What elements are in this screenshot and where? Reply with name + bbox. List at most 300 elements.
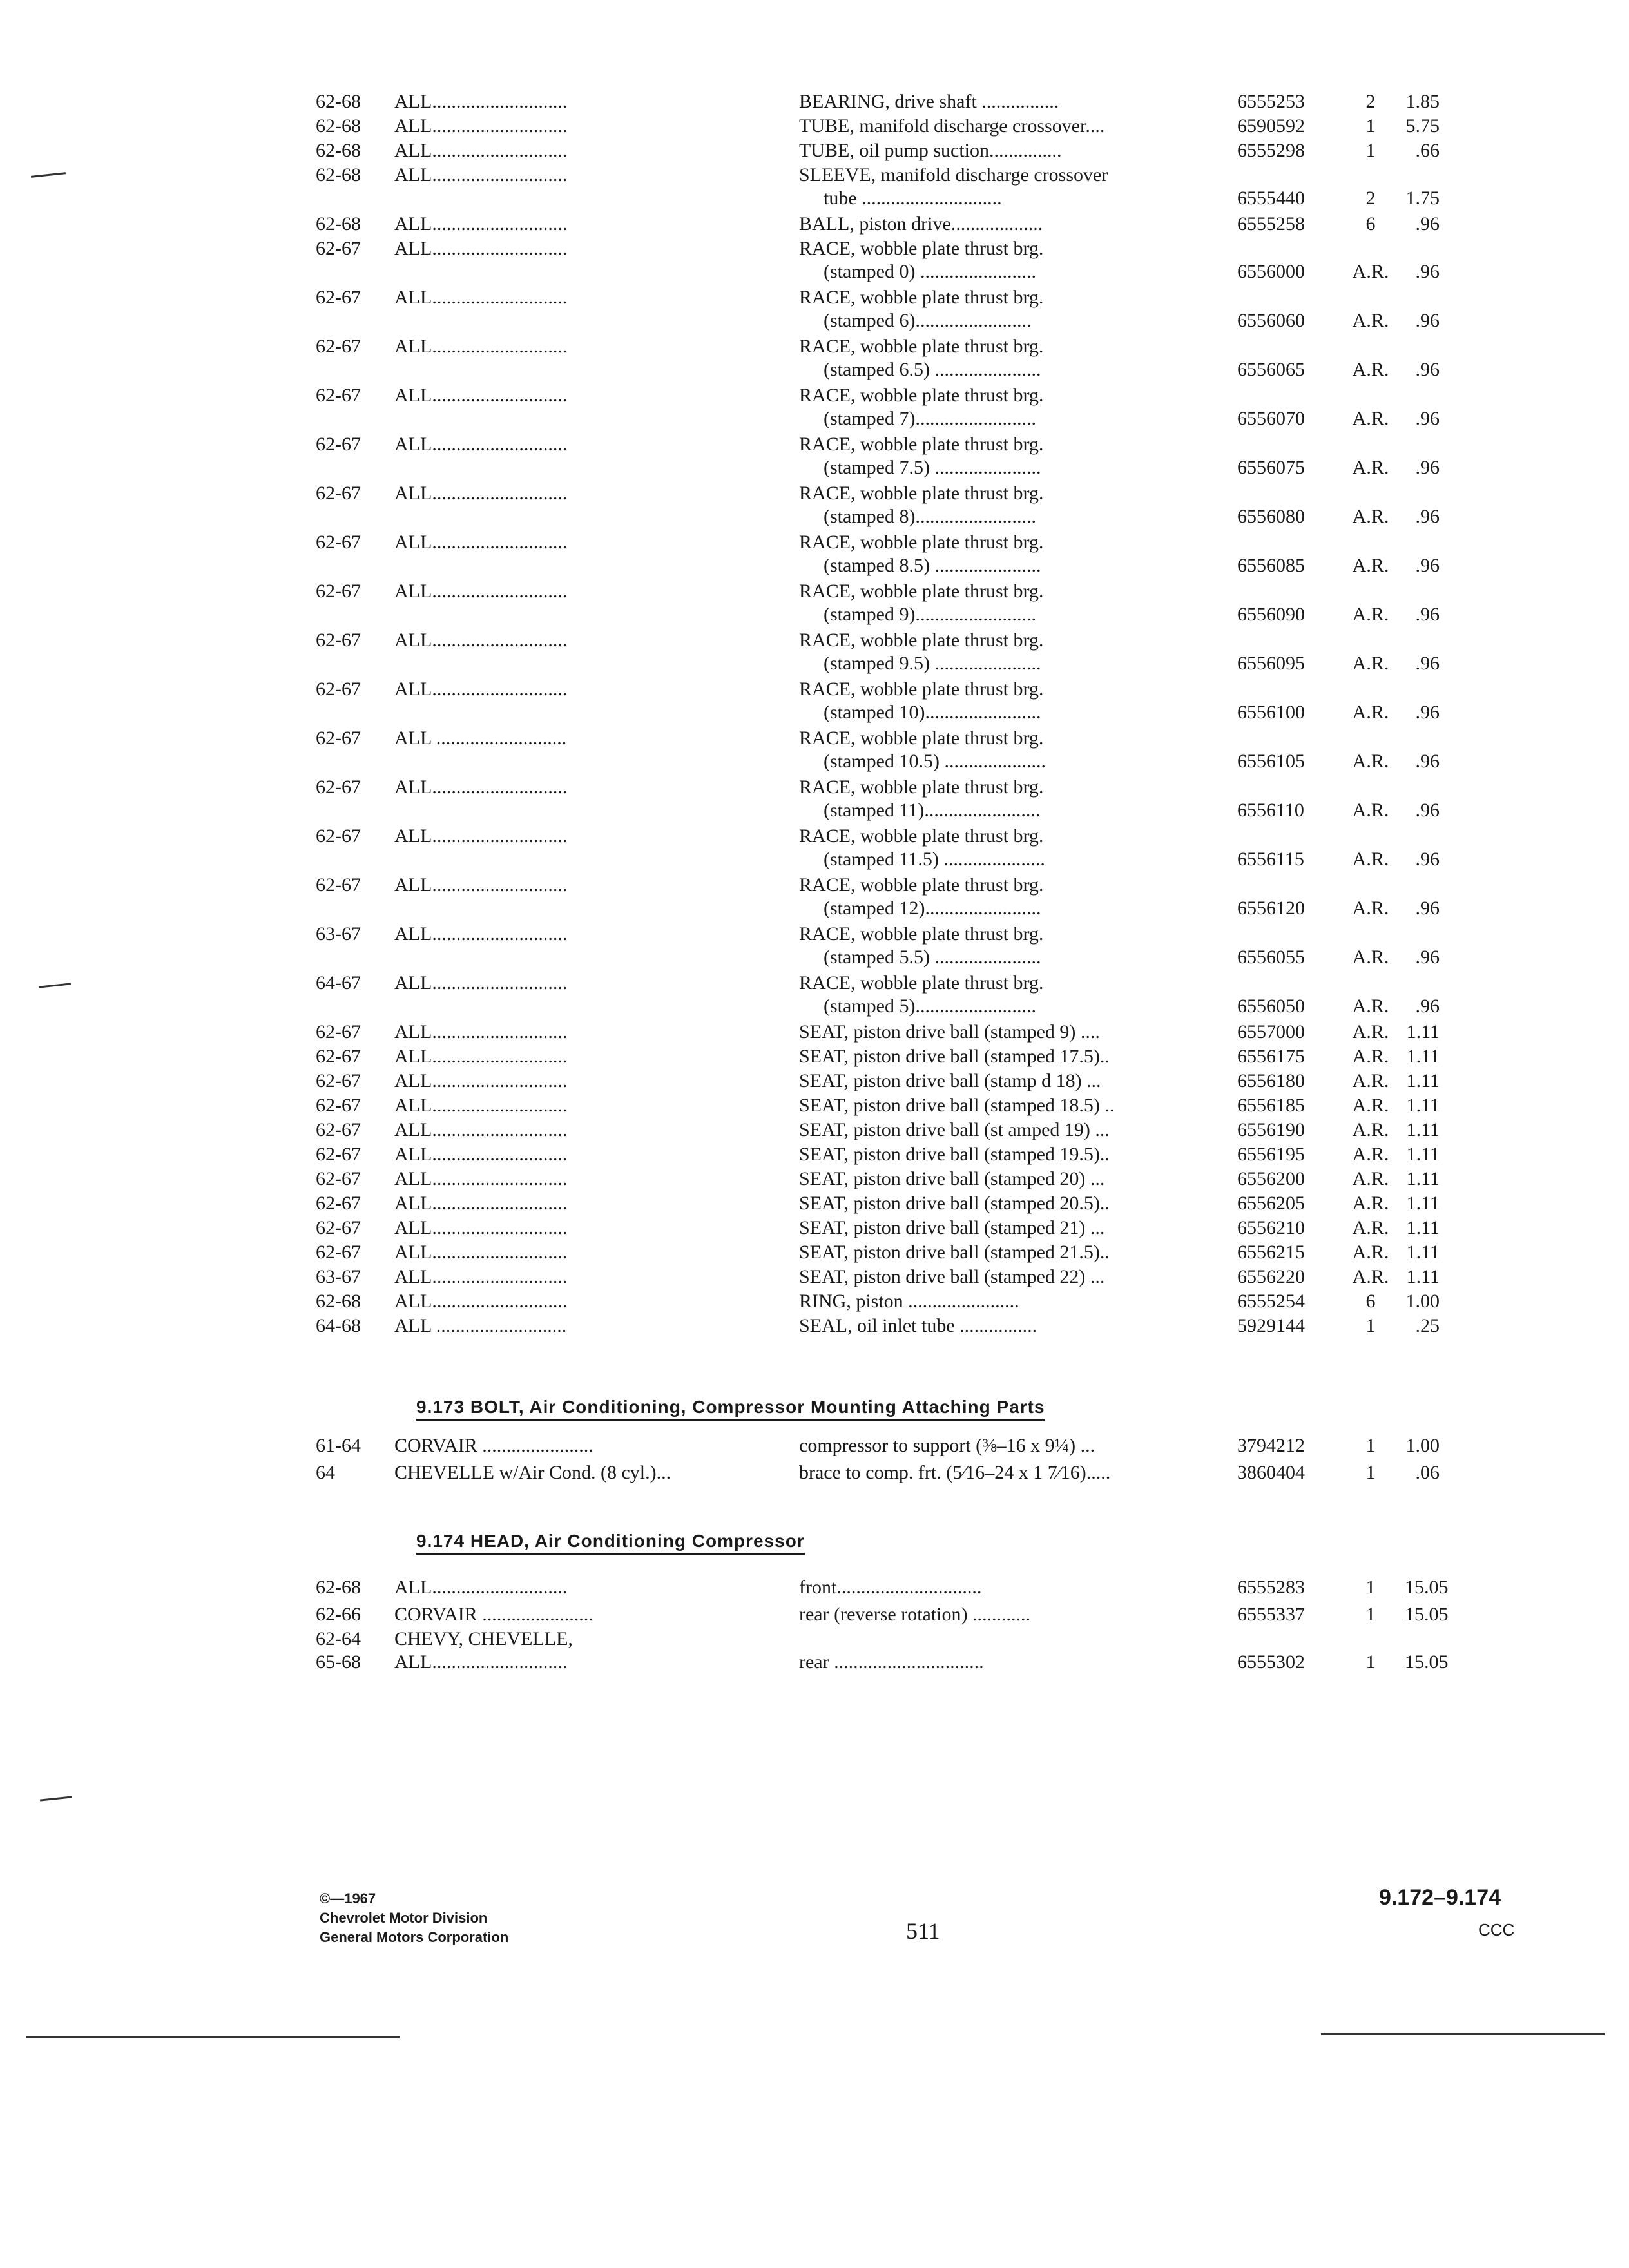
price: .96	[1415, 457, 1440, 478]
part-number: 6556100	[1237, 702, 1305, 723]
description	[799, 213, 1224, 236]
year-range: 62-67	[316, 825, 361, 847]
table-row	[0, 972, 1629, 1021]
part-number: 6556075	[1237, 457, 1305, 478]
price: .96	[1415, 213, 1440, 235]
description	[799, 1192, 1224, 1215]
table-row	[0, 139, 1629, 165]
part-number: 6556220	[1237, 1266, 1305, 1287]
year-range: 62-67	[316, 1119, 361, 1140]
table-row	[0, 1603, 1629, 1629]
table-row	[0, 1290, 1629, 1316]
description	[799, 1045, 1224, 1068]
description-line: (stamped 0) ........................	[824, 261, 1036, 282]
description	[799, 727, 1224, 773]
description-line: (stamped 5).........................	[824, 995, 1036, 1017]
year-range: 62-67	[316, 1021, 361, 1043]
quantity: 2	[1365, 91, 1376, 112]
table-row	[0, 580, 1629, 629]
description	[799, 286, 1224, 332]
part-number: 6555254	[1237, 1291, 1305, 1312]
part-number: 6555302	[1237, 1651, 1305, 1673]
description	[799, 139, 1224, 162]
model: CORVAIR .......................	[394, 1604, 593, 1625]
description-line: SEAT, piston drive ball (stamp d 18) ...	[799, 1070, 1101, 1091]
year-range: 62-67	[316, 336, 361, 357]
description	[799, 629, 1224, 675]
description-line: RACE, wobble plate thrust brg.	[799, 434, 1044, 455]
description	[799, 384, 1224, 430]
description	[799, 1216, 1224, 1240]
price: 1.11	[1406, 1266, 1440, 1287]
description-line: RACE, wobble plate thrust brg.	[799, 629, 1044, 651]
year-range: 64-67	[316, 972, 361, 994]
model: ALL............................	[394, 213, 568, 235]
description-line: BALL, piston drive...................	[799, 213, 1043, 235]
price: 15.05	[1405, 1651, 1449, 1673]
description	[799, 1603, 1224, 1626]
part-number: 6556110	[1237, 800, 1304, 821]
description	[799, 1314, 1224, 1338]
description-line: RACE, wobble plate thrust brg.	[799, 385, 1044, 406]
description-line: RACE, wobble plate thrust brg.	[799, 336, 1044, 357]
price: 15.05	[1405, 1577, 1449, 1598]
year-range: 61-64	[316, 1435, 361, 1456]
quantity: A.R.	[1352, 506, 1389, 527]
price: .96	[1415, 408, 1440, 429]
description-line: SEAT, piston drive ball (stamped 21) ...	[799, 1217, 1105, 1238]
model: CHEVELLE w/Air Cond. (8 cyl.)...	[394, 1462, 671, 1483]
section-9-173-title: 9.173 BOLT, Air Conditioning, Compressor Mounting Attaching Parts	[416, 1397, 1045, 1421]
price: 1.11	[1406, 1193, 1440, 1214]
model: ALL............................	[394, 336, 568, 357]
price: .25	[1415, 1315, 1440, 1336]
part-number: 6556190	[1237, 1119, 1305, 1140]
year-range: 62-68	[316, 164, 361, 186]
price: 1.85	[1405, 91, 1440, 112]
price: .96	[1415, 653, 1440, 674]
model: ALL............................	[394, 1144, 568, 1165]
description	[799, 115, 1224, 138]
table-row	[0, 1192, 1629, 1218]
quantity: A.R.	[1352, 1242, 1389, 1263]
part-number: 3860404	[1237, 1462, 1305, 1483]
description-line: RACE, wobble plate thrust brg.	[799, 874, 1044, 896]
part-number: 6556050	[1237, 995, 1305, 1017]
price: .96	[1415, 898, 1440, 919]
description-line: RACE, wobble plate thrust brg.	[799, 678, 1044, 700]
table-row	[0, 213, 1629, 238]
price: .96	[1415, 800, 1440, 821]
model: ALL............................	[394, 1651, 568, 1673]
price: .96	[1415, 947, 1440, 968]
part-number: 6556095	[1237, 653, 1305, 674]
table-row	[0, 335, 1629, 384]
description-line: BEARING, drive shaft ................	[799, 91, 1059, 112]
table-row	[0, 1094, 1629, 1120]
table-row	[0, 482, 1629, 531]
year-range: 62-67	[316, 874, 361, 896]
table-row	[0, 629, 1629, 678]
price: .96	[1415, 310, 1440, 331]
price: 1.11	[1406, 1217, 1440, 1238]
year-range: 62-67	[316, 1144, 361, 1165]
description	[799, 776, 1224, 822]
description-line: tube .............................	[824, 187, 1002, 209]
model: ALL............................	[394, 1193, 568, 1214]
description	[799, 237, 1224, 284]
year-range: 62-68	[316, 115, 361, 137]
description-line: SEAT, piston drive ball (stamped 18.5) ..	[799, 1095, 1115, 1116]
part-number: 6556070	[1237, 408, 1305, 429]
year-range: 62-68	[316, 140, 361, 161]
part-number: 6555298	[1237, 140, 1305, 161]
quantity: A.R.	[1352, 800, 1389, 821]
part-number: 6556120	[1237, 898, 1305, 919]
quantity: A.R.	[1352, 1119, 1389, 1140]
model: ALL............................	[394, 1577, 568, 1598]
part-number: 6590592	[1237, 115, 1305, 137]
price: 1.11	[1406, 1021, 1440, 1043]
description	[799, 1094, 1224, 1117]
quantity: A.R.	[1352, 1193, 1389, 1214]
price: .96	[1415, 261, 1440, 282]
year-range: 62-67	[316, 776, 361, 798]
part-number: 6556175	[1237, 1046, 1305, 1067]
description-line: compressor to support (⅜–16 x 9¼) ...	[799, 1435, 1095, 1456]
model: ALL............................	[394, 1291, 568, 1312]
year-range: 63-67	[316, 1266, 361, 1287]
description-line: TUBE, manifold discharge crossover....	[799, 115, 1105, 137]
table-row	[0, 115, 1629, 140]
description-line: front..............................	[799, 1577, 982, 1598]
price: 5.75	[1405, 115, 1440, 137]
model: ALL............................	[394, 874, 568, 896]
model: ALL............................	[394, 1021, 568, 1043]
table-row	[0, 825, 1629, 874]
description-line: (stamped 6.5) ......................	[824, 359, 1041, 380]
description	[799, 531, 1224, 577]
model: ALL............................	[394, 115, 568, 137]
model: ALL............................	[394, 581, 568, 602]
model: ALL............................	[394, 629, 568, 651]
description-line: (stamped 9.5) ......................	[824, 653, 1041, 674]
description-line: rear ...............................	[799, 1651, 984, 1673]
part-number: 6556055	[1237, 947, 1305, 968]
table-row	[0, 1265, 1629, 1291]
quantity: A.R.	[1352, 310, 1389, 331]
part-number: 6555337	[1237, 1604, 1305, 1625]
table-row	[0, 1070, 1629, 1095]
table-row	[0, 286, 1629, 335]
table-row	[0, 1628, 1629, 1653]
description	[799, 972, 1224, 1018]
description-line: brace to comp. frt. (5⁄16–24 x 1 7⁄16).....	[799, 1462, 1111, 1483]
year-range: 62-68	[316, 1577, 361, 1598]
model: ALL............................	[394, 972, 568, 994]
description-line: (stamped 11)........................	[824, 800, 1041, 821]
table-row	[0, 1651, 1629, 1677]
description	[799, 1021, 1224, 1044]
description-line: SEAT, piston drive ball (stamped 22) ...	[799, 1266, 1105, 1287]
part-number: 6556205	[1237, 1193, 1305, 1214]
description	[799, 1168, 1224, 1191]
description	[799, 1576, 1224, 1599]
model: ALL............................	[394, 1242, 568, 1263]
margin-mark	[40, 1796, 72, 1801]
description	[799, 1434, 1224, 1457]
quantity: A.R.	[1352, 261, 1389, 282]
part-number: 6557000	[1237, 1021, 1305, 1043]
description	[799, 1143, 1224, 1166]
model: ALL............................	[394, 91, 568, 112]
model: ALL............................	[394, 434, 568, 455]
part-number: 6556195	[1237, 1144, 1305, 1165]
catalog-code: CCC	[1478, 1920, 1515, 1939]
description-line: SEAT, piston drive ball (stamped 21.5)..	[799, 1242, 1110, 1263]
price: 1.11	[1406, 1144, 1440, 1165]
group-range: 9.172–9.174	[1379, 1885, 1501, 1910]
price: 1.75	[1405, 187, 1440, 209]
model: ALL............................	[394, 923, 568, 945]
table-row	[0, 164, 1629, 213]
description	[799, 335, 1224, 381]
model: ALL............................	[394, 678, 568, 700]
model: ALL............................	[394, 483, 568, 504]
quantity: 1	[1365, 1315, 1376, 1336]
description	[799, 825, 1224, 871]
description	[799, 1265, 1224, 1289]
part-number: 6556090	[1237, 604, 1305, 625]
year-range: 62-67	[316, 238, 361, 259]
year-range: 62-67	[316, 581, 361, 602]
quantity: 1	[1365, 1435, 1376, 1456]
table-row	[0, 1045, 1629, 1071]
price: .06	[1415, 1462, 1440, 1483]
description	[799, 90, 1224, 113]
description-line: SEAL, oil inlet tube ................	[799, 1315, 1037, 1336]
quantity: A.R.	[1352, 359, 1389, 380]
description-line: RACE, wobble plate thrust brg.	[799, 581, 1044, 602]
description-line: RACE, wobble plate thrust brg.	[799, 287, 1044, 308]
table-row	[0, 237, 1629, 286]
description-line: SEAT, piston drive ball (stamped 9) ....	[799, 1021, 1100, 1043]
part-number: 6556180	[1237, 1070, 1305, 1091]
table-row	[0, 1021, 1629, 1046]
price: .96	[1415, 849, 1440, 870]
part-number: 6555440	[1237, 187, 1305, 209]
quantity: A.R.	[1352, 457, 1389, 478]
table-row	[0, 1168, 1629, 1193]
price: .96	[1415, 995, 1440, 1017]
description-line: (stamped 11.5) .....................	[824, 849, 1045, 870]
table-row	[0, 776, 1629, 825]
year-range: 62-67	[316, 1168, 361, 1189]
part-number: 6556185	[1237, 1095, 1305, 1116]
model: ALL............................	[394, 532, 568, 553]
table-row	[0, 1314, 1629, 1340]
price: 1.11	[1406, 1095, 1440, 1116]
year-range: 62-67	[316, 1217, 361, 1238]
description	[799, 1119, 1224, 1142]
description-line: (stamped 10)........................	[824, 702, 1041, 723]
description-line: SLEEVE, manifold discharge crossover	[799, 164, 1108, 186]
section-9-174-title: 9.174 HEAD, Air Conditioning Compressor	[416, 1531, 805, 1555]
description-line: RACE, wobble plate thrust brg.	[799, 923, 1044, 945]
part-number: 6556080	[1237, 506, 1305, 527]
description-line: (stamped 5.5) ......................	[824, 947, 1041, 968]
description-line: rear (reverse rotation) ............	[799, 1604, 1031, 1625]
part-number: 6556115	[1237, 849, 1304, 870]
quantity: A.R.	[1352, 751, 1389, 772]
model: CORVAIR .......................	[394, 1435, 593, 1456]
model: CHEVY, CHEVELLE,	[394, 1628, 573, 1649]
year-range: 62-67	[316, 385, 361, 406]
model: ALL............................	[394, 776, 568, 798]
table-row	[0, 1434, 1629, 1460]
price: 1.11	[1406, 1046, 1440, 1067]
quantity: 2	[1365, 187, 1376, 209]
part-number: 6556200	[1237, 1168, 1305, 1189]
description-line: (stamped 8.5) ......................	[824, 555, 1041, 576]
year-range: 64-68	[316, 1315, 361, 1336]
model: ALL............................	[394, 1217, 568, 1238]
description-line: SEAT, piston drive ball (stamped 20) ...	[799, 1168, 1105, 1189]
table-row	[0, 1216, 1629, 1242]
year-range: 62-67	[316, 1095, 361, 1116]
description	[799, 1290, 1224, 1313]
page-number: 511	[906, 1918, 940, 1944]
year-range: 62-67	[316, 727, 361, 749]
description	[799, 1461, 1224, 1485]
quantity: A.R.	[1352, 1070, 1389, 1091]
description-line: RING, piston .......................	[799, 1291, 1019, 1312]
quantity: A.R.	[1352, 947, 1389, 968]
description	[799, 874, 1224, 920]
model: ALL............................	[394, 1046, 568, 1067]
quantity: 6	[1365, 1291, 1376, 1312]
description	[799, 923, 1224, 969]
year-range: 63-67	[316, 923, 361, 945]
quantity: 1	[1365, 1462, 1376, 1483]
price: .96	[1415, 506, 1440, 527]
quantity: A.R.	[1352, 1144, 1389, 1165]
year-range: 62-67	[316, 1242, 361, 1263]
description-line: (stamped 8).........................	[824, 506, 1036, 527]
description	[799, 433, 1224, 479]
description-line: (stamped 12)........................	[824, 898, 1041, 919]
year-range: 62-67	[316, 1046, 361, 1067]
price: .96	[1415, 751, 1440, 772]
description	[799, 678, 1224, 724]
description-line: (stamped 9).........................	[824, 604, 1036, 625]
year-range: 62-68	[316, 91, 361, 112]
table-row	[0, 90, 1629, 116]
description-line: SEAT, piston drive ball (stamped 19.5)..	[799, 1144, 1110, 1165]
quantity: 1	[1365, 1651, 1376, 1673]
price: 1.11	[1406, 1242, 1440, 1263]
price: 1.11	[1406, 1168, 1440, 1189]
table-row	[0, 923, 1629, 972]
quantity: A.R.	[1352, 849, 1389, 870]
copyright-line: ©—1967	[320, 1890, 376, 1907]
quantity: A.R.	[1352, 1168, 1389, 1189]
price: 1.11	[1406, 1070, 1440, 1091]
year-range: 62-68	[316, 1291, 361, 1312]
part-number: 6555283	[1237, 1577, 1305, 1598]
description-line: RACE, wobble plate thrust brg.	[799, 532, 1044, 553]
part-number: 6556215	[1237, 1242, 1305, 1263]
quantity: A.R.	[1352, 555, 1389, 576]
price: 15.05	[1405, 1604, 1449, 1625]
table-row	[0, 1461, 1629, 1487]
table-row	[0, 1241, 1629, 1267]
price: .96	[1415, 702, 1440, 723]
description	[799, 1241, 1224, 1264]
price: .96	[1415, 555, 1440, 576]
part-number: 6555253	[1237, 91, 1305, 112]
description	[799, 580, 1224, 626]
year-range: 62-67	[316, 629, 361, 651]
corporation-line: General Motors Corporation	[320, 1929, 509, 1945]
quantity: A.R.	[1352, 1095, 1389, 1116]
table-row	[0, 1576, 1629, 1602]
model: ALL............................	[394, 287, 568, 308]
description-line: (stamped 6)........................	[824, 310, 1032, 331]
description-line: RACE, wobble plate thrust brg.	[799, 727, 1044, 749]
description	[799, 1070, 1224, 1093]
price: 1.00	[1405, 1291, 1440, 1312]
year-range: 62-67	[316, 1193, 361, 1214]
description	[799, 1651, 1224, 1674]
footer-publisher	[320, 1889, 508, 1947]
bottom-rule-right	[1321, 2033, 1605, 2035]
description-line: (stamped 7.5) ......................	[824, 457, 1041, 478]
description	[799, 164, 1224, 210]
description-line: TUBE, oil pump suction...............	[799, 140, 1062, 161]
model: ALL............................	[394, 1266, 568, 1287]
description-line: SEAT, piston drive ball (st amped 19) ...	[799, 1119, 1110, 1140]
part-number: 6556000	[1237, 261, 1305, 282]
year-range: 62-67	[316, 678, 361, 700]
description-line: RACE, wobble plate thrust brg.	[799, 238, 1044, 259]
part-number: 6555258	[1237, 213, 1305, 235]
model: ALL............................	[394, 825, 568, 847]
part-number: 6556105	[1237, 751, 1305, 772]
quantity: A.R.	[1352, 1217, 1389, 1238]
quantity: A.R.	[1352, 995, 1389, 1017]
table-row	[0, 531, 1629, 580]
model: ALL ...........................	[394, 1315, 567, 1336]
price: 1.11	[1406, 1119, 1440, 1140]
description-line: RACE, wobble plate thrust brg.	[799, 972, 1044, 994]
description-line: RACE, wobble plate thrust brg.	[799, 825, 1044, 847]
description	[799, 482, 1224, 528]
bottom-rule-left	[26, 2036, 400, 2038]
part-number: 6556060	[1237, 310, 1305, 331]
model: ALL............................	[394, 1119, 568, 1140]
year-range: 62-66	[316, 1604, 361, 1625]
description-line: RACE, wobble plate thrust brg.	[799, 776, 1044, 798]
model: ALL............................	[394, 385, 568, 406]
model: ALL............................	[394, 140, 568, 161]
description-line: (stamped 10.5) .....................	[824, 751, 1046, 772]
quantity: 1	[1365, 1577, 1376, 1598]
table-row	[0, 727, 1629, 776]
year-range: 65-68	[316, 1651, 361, 1673]
table-row	[0, 678, 1629, 727]
quantity: 6	[1365, 213, 1376, 235]
